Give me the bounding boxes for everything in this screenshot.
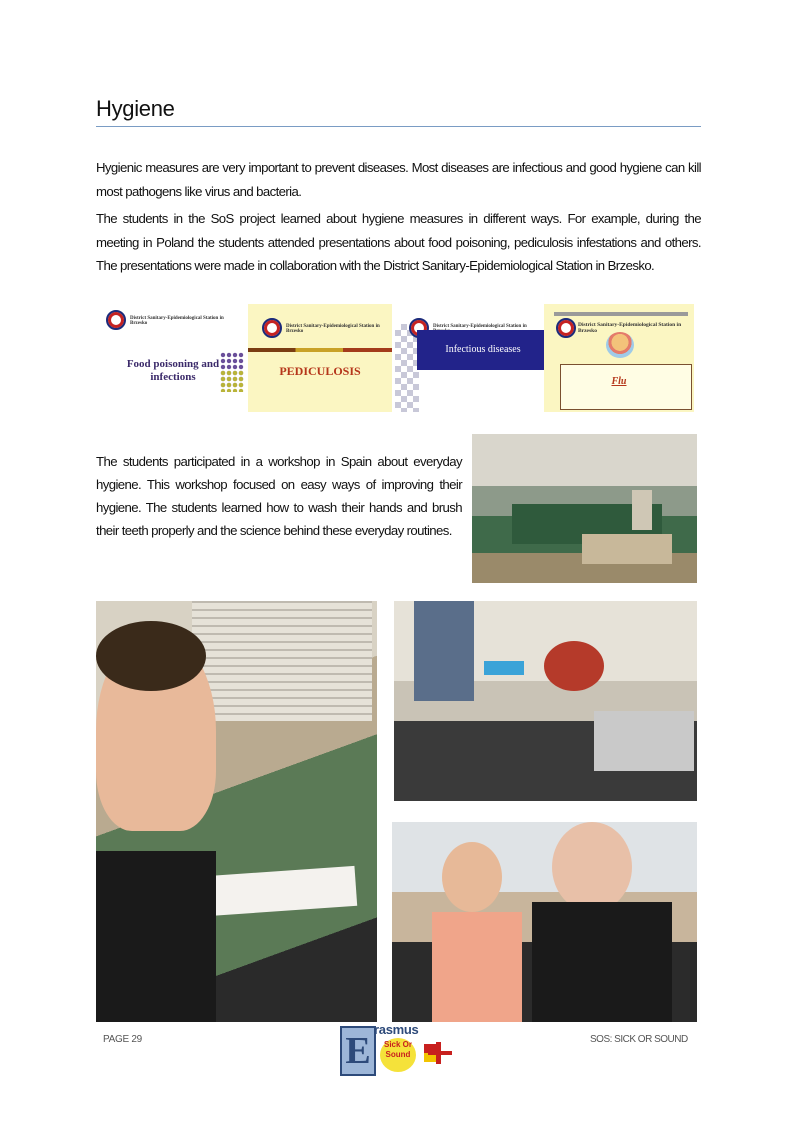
slide-header: District Sanitary-Epidemiological Station in	[433, 324, 527, 329]
sick-child-illustration	[606, 332, 634, 358]
slide-header: District Sanitary-Epidemiological Station in Brzesko	[130, 316, 224, 326]
title-underline	[96, 126, 701, 127]
slide-infectious-diseases	[395, 304, 545, 412]
slide-title: Food poisoning and infections	[126, 358, 220, 383]
handwashing-photo	[394, 601, 697, 801]
slide-flu	[544, 304, 694, 412]
slide-header: District Sanitary-Epidemiological Station in Brzesko	[578, 322, 682, 334]
student-worksheet-photo	[96, 601, 377, 1022]
slide-title: Infectious diseases	[445, 344, 521, 355]
logo-e-letter: E	[340, 1026, 376, 1076]
top-stripe	[554, 312, 688, 316]
classroom-workshop-photo	[472, 434, 697, 583]
erasmus-sos-logo	[340, 1022, 460, 1074]
sanitary-seal-icon	[106, 310, 126, 330]
sanitary-seal-icon	[262, 318, 282, 338]
title-frame	[560, 364, 692, 410]
logo-rasmus-text: rasmus	[374, 1022, 419, 1037]
flags-icon	[424, 1042, 454, 1064]
slide-pediculosis	[248, 304, 392, 412]
color-band	[248, 348, 392, 352]
page-title: Hygiene	[96, 96, 175, 121]
intro-paragraph: Hygienic measures are very important to prevent diseases. Most diseases are infectious and good hygiene can kill most pathogens like virus and bacteria.	[96, 160, 701, 199]
document-title: SOS: SICK OR SOUND	[590, 1034, 688, 1045]
slide-food-poisoning	[96, 304, 246, 412]
spain-paragraph: The students participated in a workshop in Spain about everyday hygiene. This workshop focused on easy ways of improving their hygiene. The students learned how to wash their hands and brush their teeth properly and the science behind these everyday routines.	[96, 454, 462, 538]
poland-paragraph: The students in the SoS project learned about hygiene measures in different ways. For example, during the meeting in Poland the students attended presentations about food poisoning, pediculosis infestations and others. The presentations were made in collaboration with the District Sanitary-Epidemiological Station in Brzesko.	[96, 211, 701, 273]
page-number: PAGE 29	[103, 1034, 142, 1045]
slide-header: District Sanitary-Epidemiological Station in Brzesko	[286, 324, 380, 334]
slide-title: Flu	[611, 376, 627, 387]
tongue-test-photo	[392, 822, 697, 1022]
slide-title: PEDICULOSIS	[279, 364, 361, 378]
logo-sos-badge: Sick Or Sound	[380, 1038, 416, 1072]
sanitary-seal-icon	[556, 318, 576, 338]
